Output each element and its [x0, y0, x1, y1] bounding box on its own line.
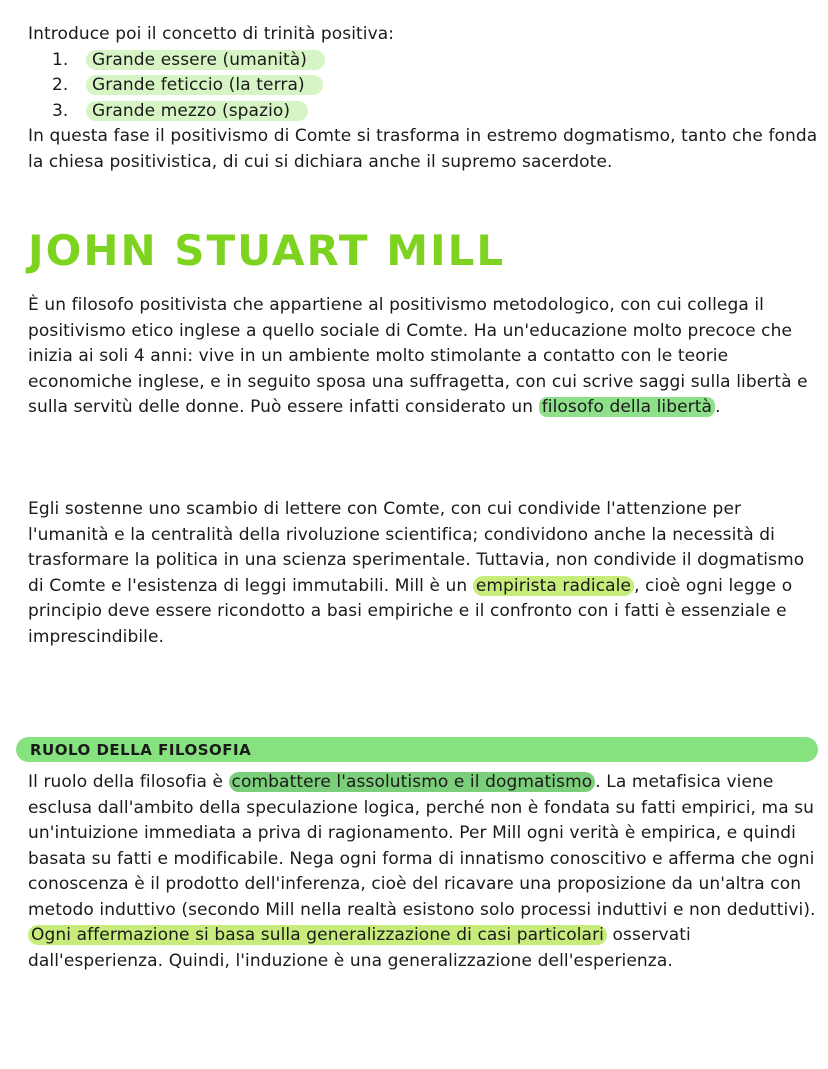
philosophy-role-start: Il ruolo della filosofia è: [28, 772, 229, 792]
page-title: JOHN STUART MILL: [28, 226, 506, 275]
trinity-item: [52, 73, 818, 99]
trinity-item-label: Grande mezzo (spazio): [86, 101, 308, 121]
philosophy-role-middle: . La metafisica viene esclusa dall'ambito della speculazione logica, perché non è fondata su fatti empirici, ma su un'intuizione immediata a priva di ragionamento. Per Mill ogni verità è empirica, e quindi basata su fatti e modificabile. Nega ogni forma di innatismo conoscitivo e afferma che ogni conoscenza è il prodotto dell'inferenza, cioè del ricavare una proposizione da un'altra con metodo induttivo (secondo Mill nella realtà esistono solo processi induttivi e non deduttivi).: [28, 772, 816, 920]
trinity-list: [28, 48, 818, 125]
trinity-item-number: 2.: [52, 75, 69, 95]
intro-block: [28, 22, 818, 175]
highlight-fight-dogmatism: combattere l'assolutismo e il dogmatismo: [229, 772, 596, 792]
biography-end: .: [715, 397, 721, 417]
comte-relation-paragraph: [28, 497, 818, 650]
biography-paragraph: [28, 293, 818, 421]
philosophy-role-end: osservati dall'esperienza. Quindi, l'induzione è una generalizzazione dell'esperienza.: [28, 925, 691, 971]
trinity-item: [52, 99, 818, 125]
trinity-item: [52, 48, 818, 74]
biography-text: È un filosofo positivista che appartiene al positivismo metodologico, con cui collega il positivismo etico inglese a quello sociale di Comte. Ha un'educazione molto precoce che inizia ai soli 4 anni: vive in un ambiente molto stimolante a contatto con le teorie economiche inglese, e in seguito sposa una suffragetta, con cui scrive saggi sulla libertà e sulla servitù delle donne. Può essere infatti considerato un: [28, 295, 808, 417]
trinity-item-label: Grande feticcio (la terra): [86, 75, 323, 95]
highlight-radical-empiricist: empirista radicale: [473, 576, 634, 596]
trinity-item-number: 1.: [52, 49, 69, 70]
comte-relation-text: Egli sostenne uno scambio di lettere con Comte, con cui condivide l'attenzione per l'umanità e la centralità della rivoluzione scientifica; condividono anche la necessità di trasformare la politica in una scienza sperimentale. Tuttavia, non condivide il dogmatismo di Comte e l'esistenza di leggi immutabili. Mill è un: [28, 499, 805, 596]
intro-after: In questa fase il positivismo di Comte si trasforma in estremo dogmatismo, tanto che fonda la chiesa positivistica, di cui si dichiara anche il supremo sacerdote.: [28, 126, 818, 172]
section-title: RUOLO DELLA FILOSOFIA: [30, 741, 252, 759]
comte-relation-end: , cioè ogni legge o principio deve essere ricondotto a basi empiriche e il confronto con i fatti è essenziale e imprescindibile.: [28, 575, 793, 647]
highlight-philosopher-of-freedom: filosofo della libertà: [539, 397, 715, 417]
intro-lead: Introduce poi il concetto di trinità positiva:: [28, 24, 395, 44]
trinity-item-label: Grande essere (umanità): [86, 50, 325, 70]
trinity-item-number: 3.: [52, 100, 69, 121]
philosophy-role-paragraph: [28, 770, 823, 974]
highlight-generalization: Ogni affermazione si basa sulla generalizzazione di casi particolari: [28, 925, 607, 945]
